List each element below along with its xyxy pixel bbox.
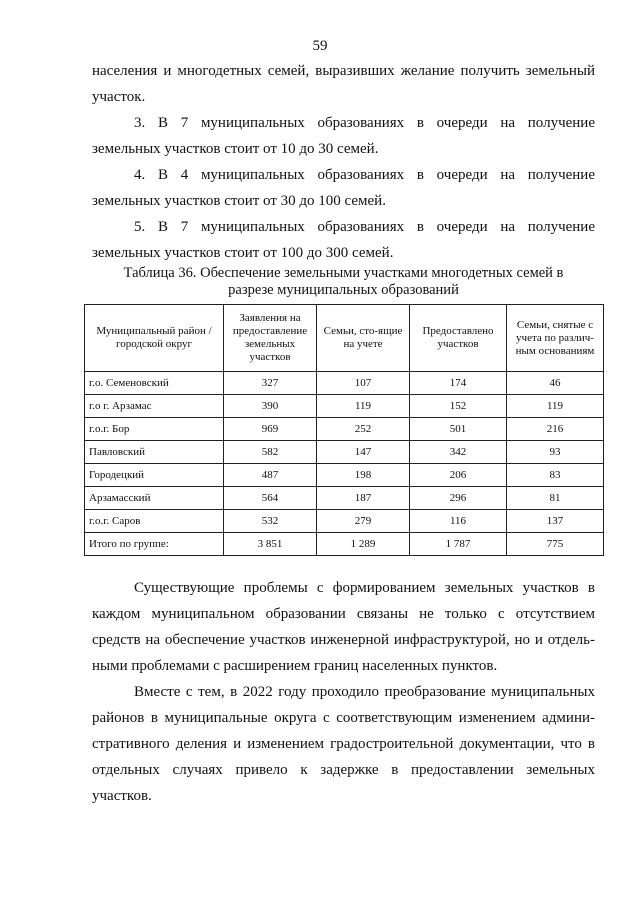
- caption-line: разрезе муниципальных образований: [228, 282, 459, 298]
- table-cell: 93: [507, 441, 604, 464]
- table-cell: 119: [317, 395, 410, 418]
- table-cell: 390: [224, 395, 317, 418]
- table-cell: 582: [224, 441, 317, 464]
- table-cell: Городецкий: [85, 464, 224, 487]
- table-cell: 501: [410, 418, 507, 441]
- table-cell: г.о.г. Саров: [85, 510, 224, 533]
- table-cell: 81: [507, 487, 604, 510]
- table-cell: Арзамасский: [85, 487, 224, 510]
- table-cell: 147: [317, 441, 410, 464]
- paragraph: 3. В 7 муниципальных образованиях в очереди на получение земельных участков стоит от 10 до 30 семей.: [92, 115, 595, 157]
- table-cell: Итого по группе:: [85, 533, 224, 556]
- table-cell: г.о.г. Бор: [85, 418, 224, 441]
- table-cell: 296: [410, 487, 507, 510]
- table-cell: 107: [317, 372, 410, 395]
- table-cell: 252: [317, 418, 410, 441]
- table-cell: 206: [410, 464, 507, 487]
- table-row: [85, 487, 604, 510]
- table-row: [85, 418, 604, 441]
- table-cell: 1 787: [410, 533, 507, 556]
- table-cell: 216: [507, 418, 604, 441]
- column-header: Заявления на предоставление земельных участков: [224, 305, 317, 372]
- table-cell: 187: [317, 487, 410, 510]
- table-cell: 3 851: [224, 533, 317, 556]
- closing-text: [92, 575, 595, 809]
- paragraph: Вместе с тем, в 2022 году проходило преобразование муниципальных районов в муниципальные округа с соответствующим изменением админи-стративного деления и изменением градостроительной документации, что в отдельных случаях привело к задержке в предоставлении земельных участков.: [92, 684, 595, 804]
- column-header: Муниципальный район / городской округ: [85, 305, 224, 372]
- table-total-row: [85, 533, 604, 556]
- page-number: 59: [312, 38, 328, 54]
- table-cell: 119: [507, 395, 604, 418]
- table-row: [85, 441, 604, 464]
- table-cell: 83: [507, 464, 604, 487]
- table-cell: 198: [317, 464, 410, 487]
- table-cell: 532: [224, 510, 317, 533]
- table-row: [85, 464, 604, 487]
- table-cell: 342: [410, 441, 507, 464]
- table-cell: 116: [410, 510, 507, 533]
- table-row: [85, 372, 604, 395]
- column-header: Предоставлено участков: [410, 305, 507, 372]
- table-cell: 1 289: [317, 533, 410, 556]
- table-cell: 46: [507, 372, 604, 395]
- table-cell: г.о. Семеновский: [85, 372, 224, 395]
- table-row: [85, 395, 604, 418]
- table-caption: [92, 265, 595, 299]
- paragraph: населения и многодетных семей, выразивших желание получить земельный участок.: [92, 63, 595, 105]
- column-header: Семьи, сто-ящие на учете: [317, 305, 410, 372]
- table-cell: 279: [317, 510, 410, 533]
- table-cell: Павловский: [85, 441, 224, 464]
- table-cell: 969: [224, 418, 317, 441]
- caption-line: Таблица 36. Обеспечение земельными участками многодетных семей в: [123, 265, 564, 281]
- table-cell: 174: [410, 372, 507, 395]
- table-cell: 564: [224, 487, 317, 510]
- land-plots-table: [84, 304, 604, 556]
- table-cell: г.о г. Арзамас: [85, 395, 224, 418]
- paragraph: Существующие проблемы с формированием земельных участков в каждом муниципальном образовании связаны не только с отсутствием средств на обеспечение участков инженерной инфраструктурой, но и отдель-ными проблемами с расширением границ населенных пунктов.: [92, 580, 595, 674]
- table-cell: 775: [507, 533, 604, 556]
- intro-text: [92, 58, 595, 266]
- table-cell: 327: [224, 372, 317, 395]
- table-cell: 487: [224, 464, 317, 487]
- column-header: Семьи, снятые с учета по различ-ным основаниям: [507, 305, 604, 372]
- table-cell: 137: [507, 510, 604, 533]
- table-header-row: [85, 305, 604, 372]
- table-cell: 152: [410, 395, 507, 418]
- paragraph: 5. В 7 муниципальных образованиях в очереди на получение земельных участков стоит от 100 до 300 семей.: [92, 219, 595, 261]
- paragraph: 4. В 4 муниципальных образованиях в очереди на получение земельных участков стоит от 30 до 100 семей.: [92, 167, 595, 209]
- table-row: [85, 510, 604, 533]
